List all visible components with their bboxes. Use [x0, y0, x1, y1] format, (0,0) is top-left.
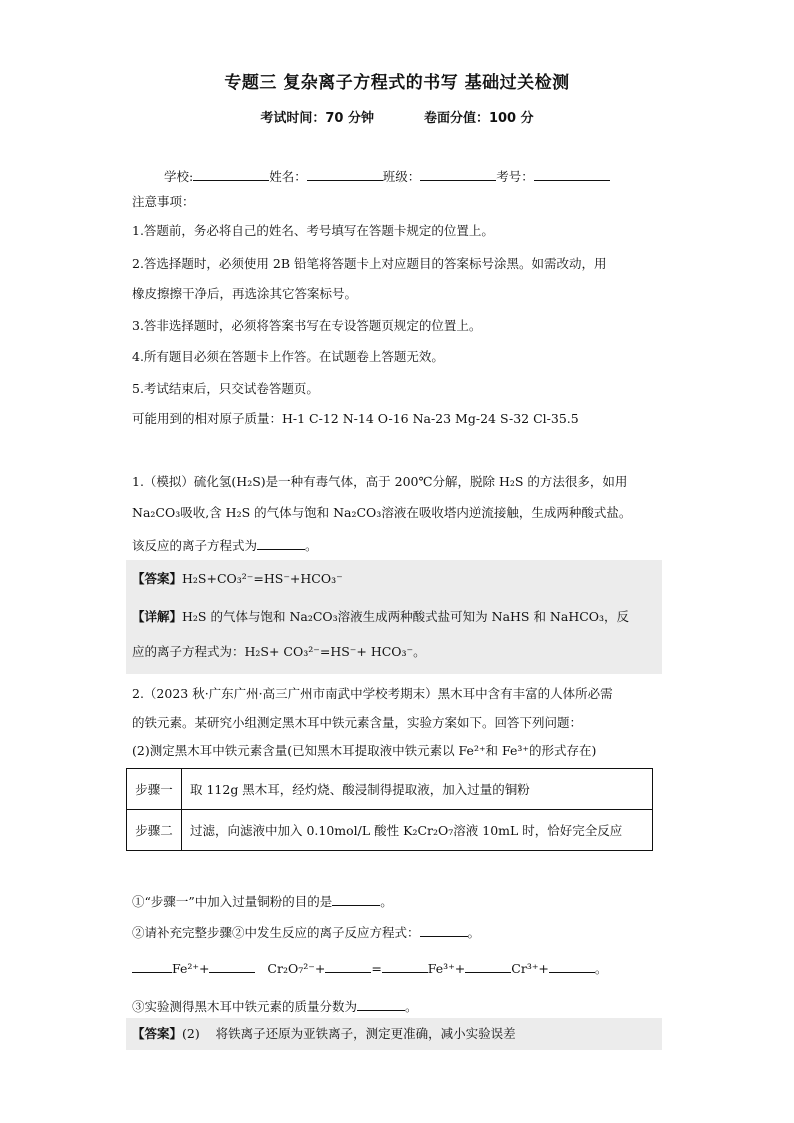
step-label: 步骤二: [127, 810, 182, 851]
step-label: 步骤一: [127, 769, 182, 810]
name-label: 姓名：: [269, 169, 307, 184]
name-blank[interactable]: [307, 166, 383, 181]
q2-sub1-period: 。: [380, 894, 393, 909]
student-info-row: [164, 166, 610, 186]
q1-answer-blank[interactable]: [257, 535, 305, 550]
eq-equals: =: [371, 961, 382, 976]
q2-sub3-period: 。: [405, 999, 418, 1014]
q2-line3: (2)测定黑木耳中铁元素含量(已知黑木耳提取液中铁元素以 Fe²⁺和 Fe³⁺的形式存在): [132, 743, 597, 758]
q2-sub1: [132, 891, 393, 911]
eq-cr3: Cr³⁺+: [511, 961, 549, 976]
q2-sub2-period: 。: [467, 925, 481, 940]
q2-sub3-prompt: ③实验测得黑木耳中铁元素的质量分数为: [132, 999, 358, 1014]
q2-sub3-blank[interactable]: [357, 996, 405, 1011]
note-1: 1.答题前，务必将自己的姓名、考号填写在答题卡规定的位置上。: [132, 223, 494, 238]
coef-blank-3[interactable]: [325, 958, 371, 973]
exam-time: 考试时间：70 分钟: [260, 111, 374, 126]
eq-fe3: Fe³⁺+: [427, 961, 466, 976]
note-5: 5.考试结束后，只交试卷答题页。: [132, 381, 319, 396]
exam-score: 卷面分值：100 分: [423, 111, 534, 126]
table-row: [127, 810, 653, 851]
q1-answer-line: [132, 570, 343, 588]
q1-detail-line1: [132, 608, 629, 626]
q2-sub3: [132, 996, 418, 1016]
q1-line2: Na₂CO₃吸收,含 H₂S 的气体与饱和 Na₂CO₃溶液在吸收塔内逆流接触，生成两种酸式盐。: [132, 505, 632, 520]
note-2-line1: 2.答选择题时，必须使用 2B 铅笔将答题卡上对应题目的答案标号涂黑。如需改动，用: [132, 256, 607, 271]
step-text: 过滤，向滤液中加入 0.10mol/L 酸性 K₂Cr₂O₇溶液 10mL 时，恰好完全反应: [182, 810, 653, 851]
q1-answer: H₂S+CO₃²⁻=HS⁻+HCO₃⁻: [182, 571, 343, 586]
coef-blank-2[interactable]: [209, 958, 255, 973]
coef-blank-6[interactable]: [549, 958, 595, 973]
coef-blank-1[interactable]: [132, 958, 172, 973]
eq-cr2o7: Cr₂O₇²⁻+: [267, 961, 326, 976]
q2-equation: [132, 958, 607, 978]
table-row: [127, 769, 653, 810]
school-blank[interactable]: [193, 166, 269, 181]
eq-fe2: Fe²⁺+: [172, 961, 210, 976]
q1-line3: [132, 535, 318, 555]
q2-sub2-prompt: ②请补充完整步骤②中发生反应的离子反应方程式：: [132, 925, 420, 940]
q2-answer-num: (2): [182, 1026, 200, 1041]
school-label: 学校:: [164, 169, 194, 184]
q2-sub1-prompt: ①“步骤一”中加入过量铜粉的目的是: [132, 894, 333, 909]
answer-tag: 【答案】: [132, 1026, 183, 1041]
page-title: 专题三 复杂离子方程式的书写 基础过关检测: [224, 73, 570, 93]
class-label: 班级：: [382, 169, 421, 184]
atomic-masses: 可能用到的相对原子质量：H-1 C-12 N-14 O-16 Na-23 Mg-24 S-32 Cl-35.5: [132, 411, 579, 426]
q2-answer-text: 将铁离子还原为亚铁离子，测定更准确，减小实验误差: [215, 1026, 516, 1041]
q2-line2: 的铁元素。某研究小组测定黑木耳中铁元素含量，实验方案如下。回答下列问题：: [132, 715, 583, 730]
steps-table: [126, 768, 653, 851]
notes-heading: 注意事项：: [132, 194, 195, 209]
q2-answer-line: [132, 1025, 516, 1043]
q1-period: 。: [305, 538, 318, 553]
number-label: 考号：: [496, 169, 534, 184]
eq-period: 。: [594, 961, 608, 976]
note-3: 3.答非选择题时，必须将答案书写在专设答题页规定的位置上。: [132, 318, 482, 333]
q1-detail-line2: 应的离子方程式为：H₂S+ CO₃²⁻=HS⁻+ HCO₃⁻。: [132, 644, 426, 659]
answer-tag: 【答案】: [132, 571, 183, 586]
class-blank[interactable]: [420, 166, 496, 181]
note-4: 4.所有题目必须在答题卡上作答。在试题卷上答题无效。: [132, 349, 444, 364]
q2-sub2-blank[interactable]: [420, 922, 468, 937]
number-blank[interactable]: [534, 166, 610, 181]
detail-tag: 【详解】: [132, 609, 183, 624]
q1-detail-text: H₂S 的气体与饱和 Na₂CO₃溶液生成两种酸式盐可知为 NaHS 和 NaHCO₃，反: [182, 609, 630, 624]
q2-sub2: [132, 922, 480, 942]
q2-sub1-blank[interactable]: [332, 891, 380, 906]
q1-prompt: 该反应的离子方程式为: [132, 538, 258, 553]
step-text: 取 112g 黑木耳，经灼烧、酸浸制得提取液，加入过量的铜粉: [182, 769, 653, 810]
coef-blank-5[interactable]: [465, 958, 511, 973]
note-2-line2: 橡皮擦擦干净后，再选涂其它答案标号。: [132, 286, 358, 301]
exam-subtitle: [0, 107, 794, 126]
q2-line1: 2.（2023 秋·广东广州·高三广州市南武中学校考期末）黑木耳中含有丰富的人体所必需: [132, 686, 613, 701]
q1-line1: 1.（模拟）硫化氢(H₂S)是一种有毒气体，高于 200℃分解，脱除 H₂S 的方法很多，如用: [132, 474, 628, 489]
coef-blank-4[interactable]: [382, 958, 428, 973]
